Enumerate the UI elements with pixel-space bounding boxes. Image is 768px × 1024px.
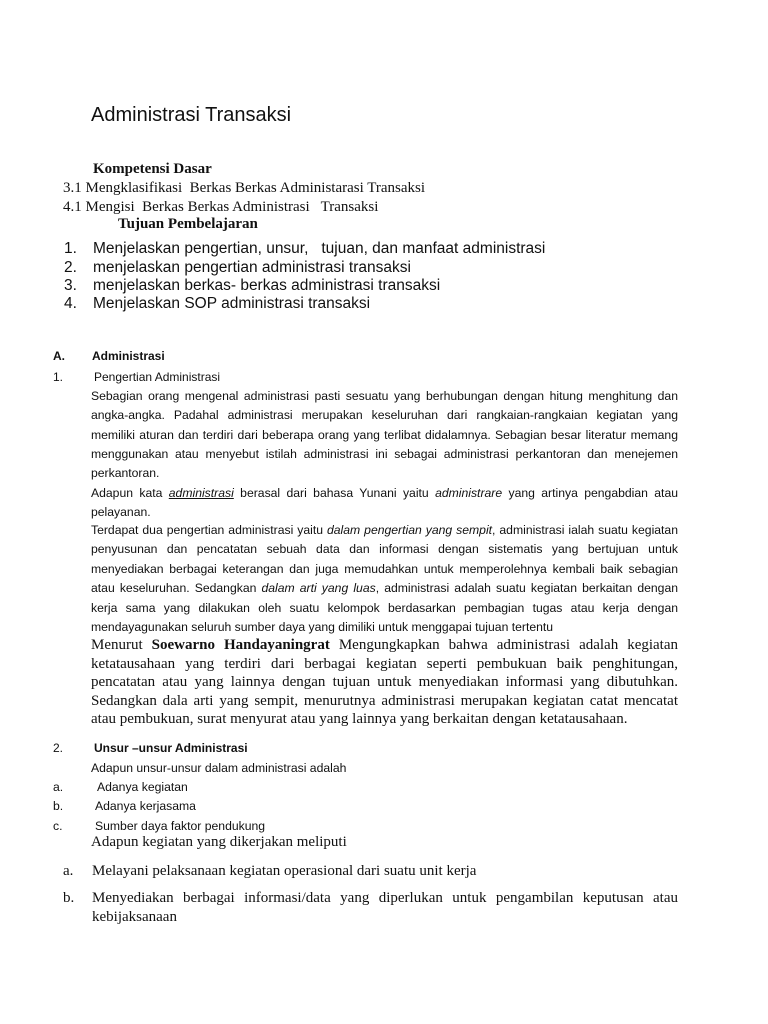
subsection-number: 2. <box>53 741 64 755</box>
kegiatan-item: Melayani pelaksanaan kegiatan operasional dari suatu unit kerja <box>92 863 477 879</box>
unsur-intro: Adapun unsur-unsur dalam administrasi adalah <box>91 761 347 775</box>
paragraph-pengertian: Sebagian orang mengenal administrasi pasti sesuatu yang berhubungan dengan hitung menghitung dan angka-angka. Padahal administrasi merupakan keseluruhan dari rangkaian-rangkaian kegiatan yang memiliki aturan dan terdiri dari beberapa orang yang terlibat didalamnya. Sebagian besar literatur memang menggunakan atau menyebut istilah administrasi ini sebagai administrasi perkantoran dan menejemen perkantoran. <box>91 389 678 481</box>
unsur-item: Adanya kerjasama <box>95 799 196 813</box>
kompetensi-item: 3.1 Mengklasifikasi Berkas Berkas Administarasi Transaksi <box>63 180 426 196</box>
section-title: Administrasi <box>92 349 165 363</box>
kompetensi-heading: Kompetensi Dasar <box>93 161 212 177</box>
tujuan-item: 4. Menjelaskan SOP administrasi transaksi <box>64 295 371 312</box>
tujuan-item: 2. menjelaskan pengertian administrasi transaksi <box>64 259 411 276</box>
kegiatan-letter: b. <box>63 890 75 906</box>
section-letter: A. <box>53 349 65 363</box>
kegiatan-item: Menyediakan berbagai informasi/data yang diperlukan untuk pengambilan keputusan atau kebijaksanaan <box>92 890 678 925</box>
unsur-letter: c. <box>53 819 63 833</box>
subsection-title: Pengertian Administrasi <box>94 370 221 384</box>
kegiatan-letter: a. <box>63 863 74 879</box>
subsection-number: 1. <box>53 370 64 384</box>
unsur-item: Sumber daya faktor pendukung <box>95 819 266 833</box>
subsection-title: Unsur –unsur Administrasi <box>94 741 248 755</box>
kompetensi-item: 4.1 Mengisi Berkas Berkas Administrasi Transaksi <box>63 199 379 215</box>
kegiatan-intro: Adapun kegiatan yang dikerjakan meliputi <box>91 834 347 850</box>
paragraph-etimologi: Adapun kata administrasi berasal dari bahasa Yunani yaitu administrare yang artinya pengabdian atau pelayanan. <box>91 486 679 520</box>
tujuan-heading: Tujuan Pembelajaran <box>118 216 258 232</box>
page-title: Administrasi Transaksi <box>91 104 292 126</box>
tujuan-item: 1. Menjelaskan pengertian, unsur, tujuan, dan manfaat administrasi <box>64 240 546 257</box>
tujuan-item: 3. menjelaskan berkas- berkas administrasi transaksi <box>64 277 441 294</box>
paragraph-menurut: Menurut Soewarno Handayaningrat Mengungkapkan bahwa administrasi adalah kegiatan ketatausahaan yang terdiri dari berbagai kegiatan seperti pembukuan baik penghitungan, pencatatan atau yang lainnya dengan tujuan untuk menyediakan informasi yang dibutuhkan. Sedangkan dala arti yang sempit, menurutnya administrasi merupakan kegiatan catat mencatat atau pembukuan, surat menyurat atau yang lainnya yang berkaitan dengan ketatausahaan. <box>91 637 678 728</box>
unsur-item: Adanya kegiatan <box>97 780 188 794</box>
unsur-letter: a. <box>53 780 64 794</box>
unsur-letter: b. <box>53 799 64 813</box>
paragraph-dua-pengertian: Terdapat dua pengertian administrasi yaitu dalam pengertian yang sempit, administrasi ialah suatu kegiatan penyusunan dan pencatatan sebuah data dan informasi dengan sistematis yang bertujuan untuk menyediakan berbagai keterangan dan juga memudahkan untuk memperolehnya kembali baik sebagian atau keseluruhan. Sedangkan dalam arti yang luas, administrasi adalah suatu kegiatan berkaitan dengan kerja sama yang dilakukan oleh suatu kelompok berdasarkan pembagian tugas atau kerja dengan mendayagunakan seluruh sumber daya yang dimiliki untuk menggapai tujuan tertentu <box>91 523 678 635</box>
